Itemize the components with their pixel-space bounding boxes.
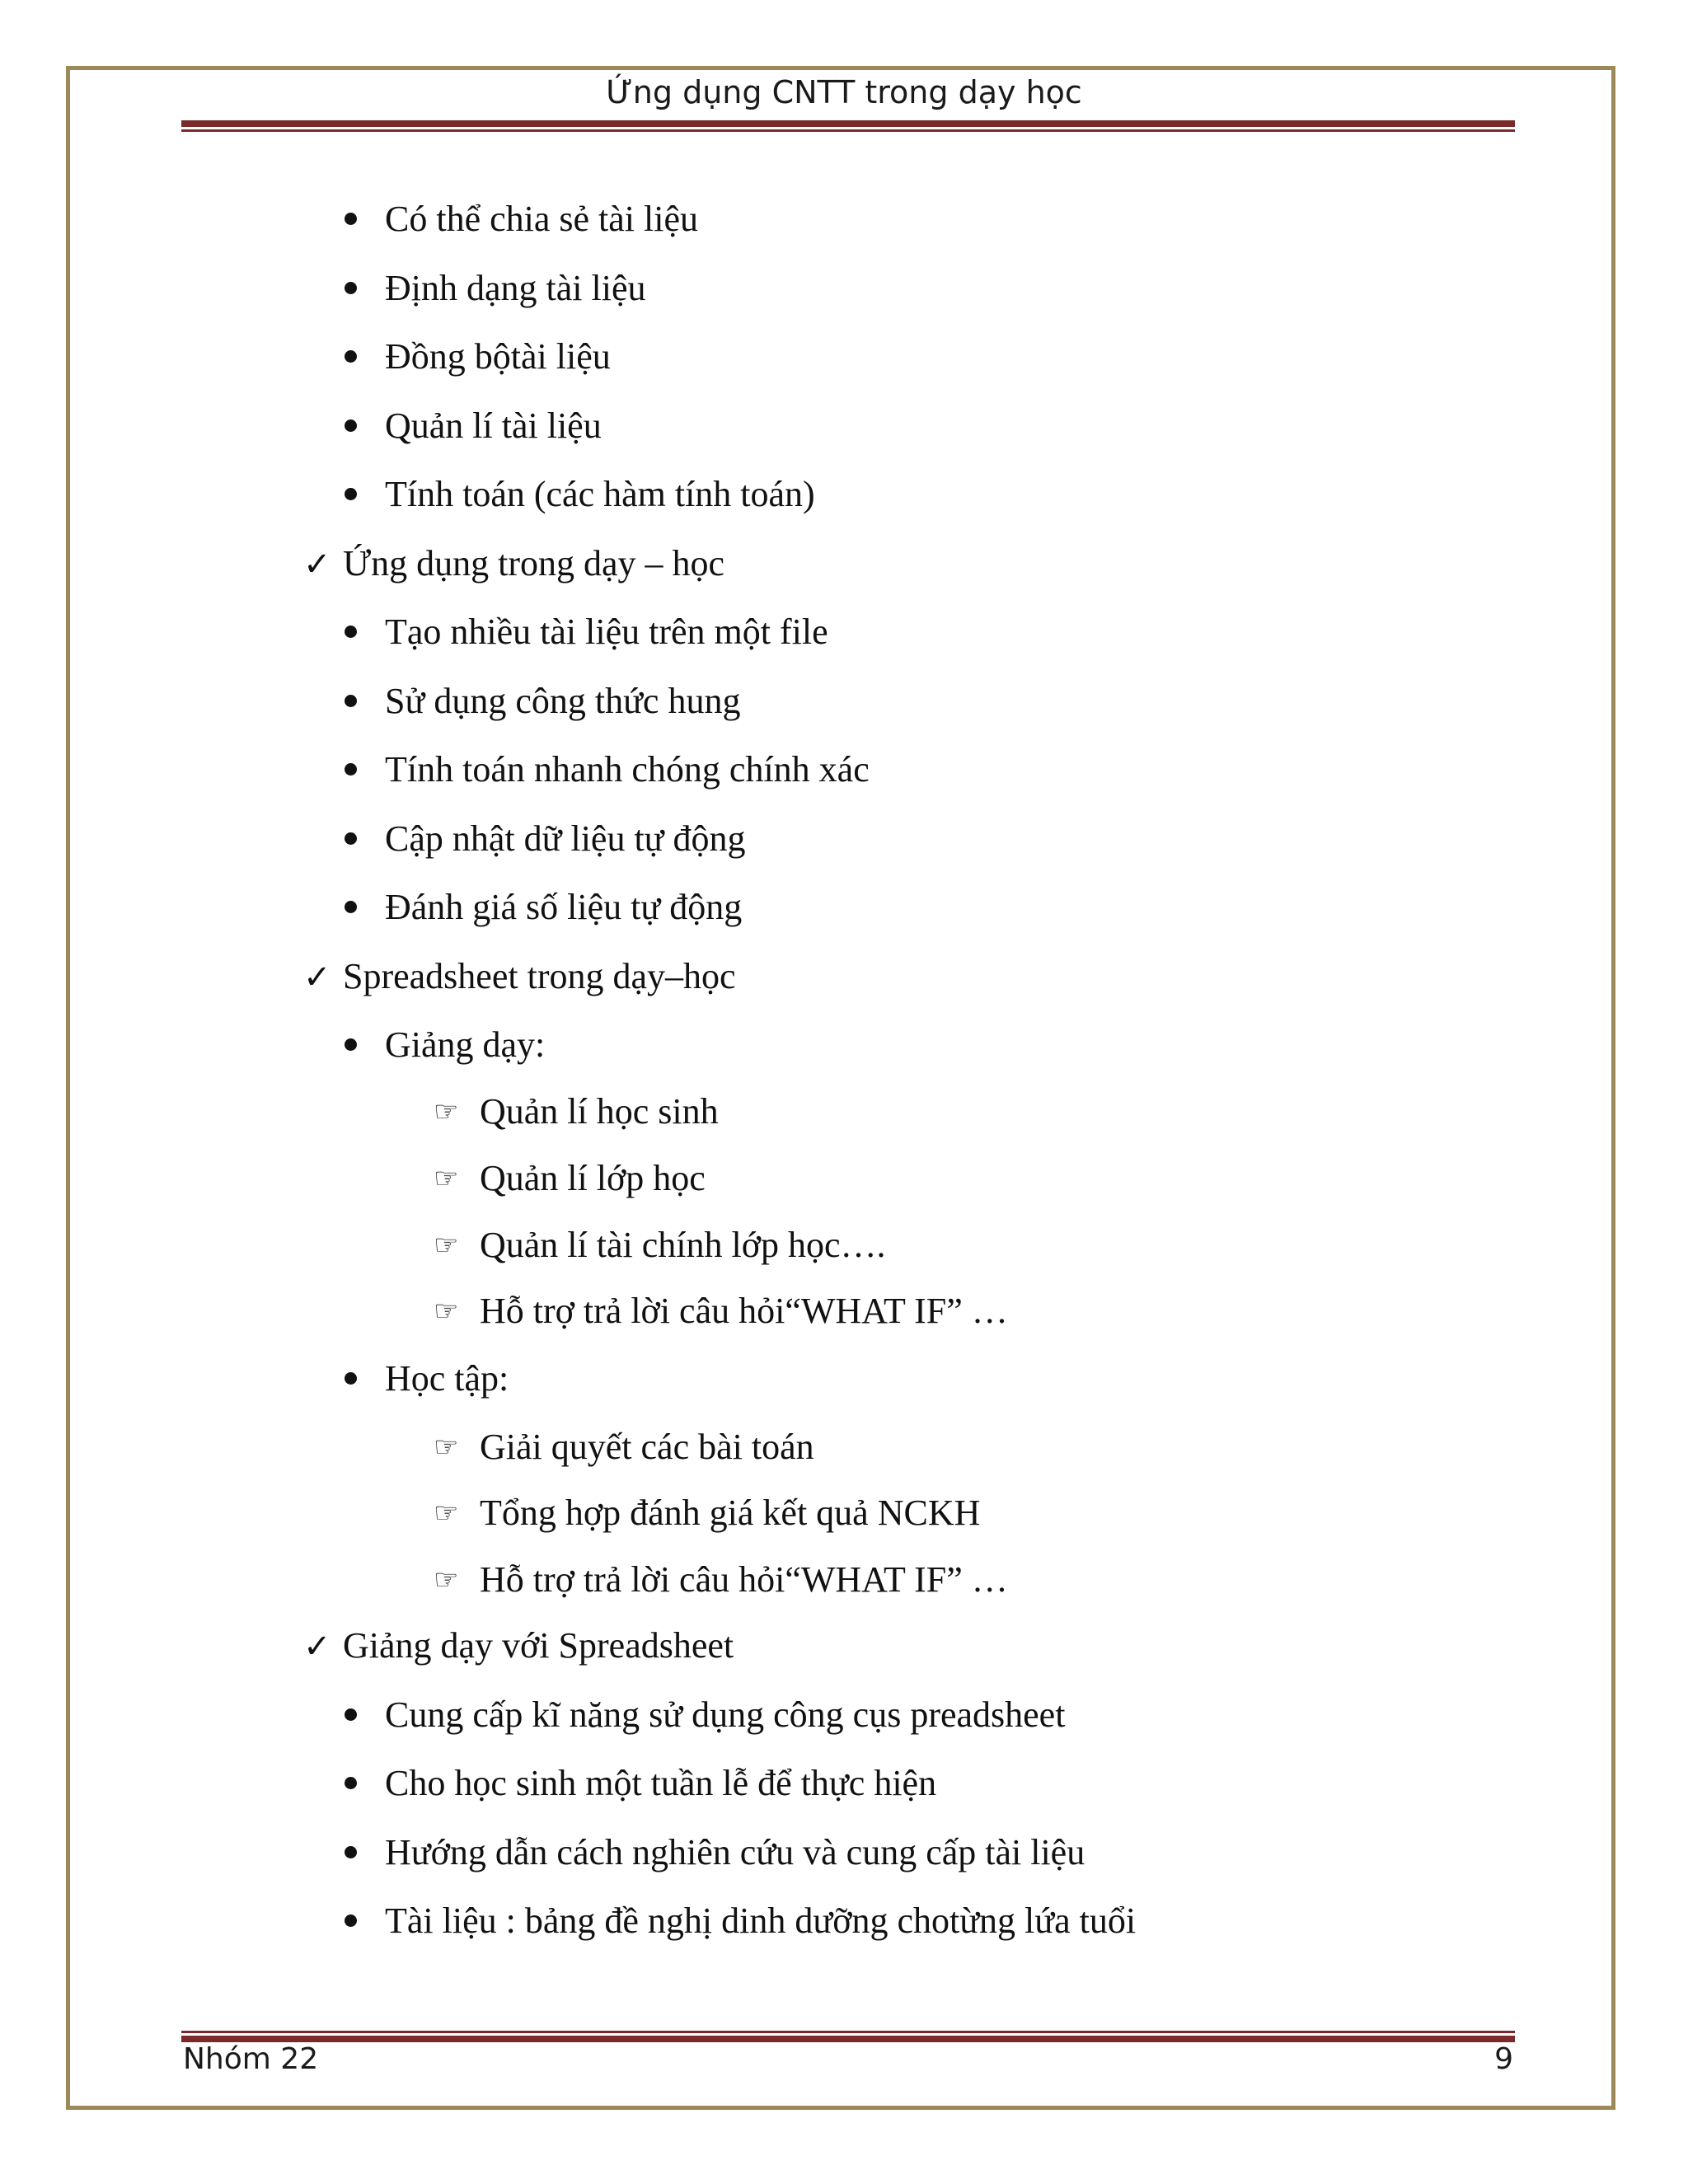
sub-list-item bbox=[434, 1290, 1008, 1335]
bullet-dot-icon bbox=[345, 488, 357, 500]
list-item bbox=[345, 680, 740, 723]
pointing-hand-icon: ☞ bbox=[434, 1497, 459, 1530]
pointing-hand-icon: ☞ bbox=[434, 1229, 459, 1262]
bullet-dot-icon bbox=[345, 282, 357, 294]
page-number: 9 bbox=[1494, 2042, 1513, 2076]
bullet-dot-icon bbox=[345, 350, 357, 363]
bullet-dot-icon bbox=[345, 1915, 357, 1927]
pointing-hand-icon: ☞ bbox=[434, 1095, 459, 1128]
list-item bbox=[345, 405, 602, 448]
bullet-dot-icon bbox=[345, 1372, 357, 1385]
list-item-text: Đồng bộtài liệu bbox=[385, 336, 611, 377]
list-item-text: Học tập: bbox=[385, 1358, 509, 1399]
list-item bbox=[345, 1357, 509, 1400]
sub-list-item bbox=[434, 1558, 1008, 1604]
bullet-dot-icon bbox=[345, 695, 357, 707]
list-item-text: Cung cấp kĩ năng sử dụng công cụs preadsheet bbox=[385, 1694, 1066, 1735]
sub-list-item bbox=[434, 1492, 980, 1537]
header-title: Ứng dụng CNTT trong dạy học bbox=[606, 74, 1082, 110]
sub-list-item bbox=[434, 1157, 706, 1202]
list-item-text: Tạo nhiều tài liệu trên một file bbox=[385, 612, 828, 652]
list-item bbox=[345, 198, 698, 241]
section-heading bbox=[303, 1624, 734, 1668]
sub-list-item bbox=[434, 1224, 886, 1269]
bullet-dot-icon bbox=[345, 213, 357, 225]
sub-list-item-text: Tổng hợp đánh giá kết quả NCKH bbox=[480, 1493, 981, 1533]
footer-rule bbox=[181, 2031, 1515, 2042]
list-item-text: Cập nhật dữ liệu tự động bbox=[385, 818, 746, 859]
checkmark-icon: ✓ bbox=[303, 546, 331, 583]
bullet-dot-icon bbox=[345, 1038, 357, 1051]
list-item-text: Hướng dẫn cách nghiên cứu và cung cấp tài liệu bbox=[385, 1832, 1085, 1872]
list-item bbox=[345, 335, 611, 378]
bullet-dot-icon bbox=[345, 901, 357, 913]
section-heading-text: Ứng dụng trong dạy – học bbox=[343, 543, 725, 583]
bullet-dot-icon bbox=[345, 763, 357, 776]
pointing-hand-icon: ☞ bbox=[434, 1431, 459, 1464]
sub-list-item bbox=[434, 1090, 719, 1136]
list-item bbox=[345, 1831, 1085, 1874]
list-item bbox=[345, 1694, 1065, 1736]
sub-list-item-text: Quản lí tài chính lớp học…. bbox=[480, 1225, 886, 1265]
list-item bbox=[345, 1024, 545, 1066]
list-item bbox=[345, 886, 742, 929]
sub-list-item-text: Quản lí lớp học bbox=[480, 1158, 706, 1198]
pointing-hand-icon: ☞ bbox=[434, 1563, 459, 1596]
section-heading-text: Spreadsheet trong dạy–học bbox=[343, 956, 736, 996]
list-item bbox=[345, 1762, 936, 1805]
sub-list-item-text: Quản lí học sinh bbox=[480, 1091, 719, 1132]
sub-list-item-text: Giải quyết các bài toán bbox=[480, 1427, 814, 1467]
section-heading bbox=[303, 955, 736, 999]
list-item-text: Cho học sinh một tuần lễ để thực hiện bbox=[385, 1763, 937, 1803]
list-item bbox=[345, 1900, 1136, 1943]
list-item bbox=[345, 748, 870, 791]
sub-list-item-text: Hỗ trợ trả lời câu hỏi“WHAT IF” … bbox=[480, 1291, 1008, 1331]
list-item-text: Giảng dạy: bbox=[385, 1024, 546, 1065]
list-item bbox=[345, 818, 746, 860]
section-heading-text: Giảng dạy với Spreadsheet bbox=[343, 1625, 734, 1666]
bullet-dot-icon bbox=[345, 419, 357, 432]
list-item-text: Tính toán nhanh chóng chính xác bbox=[385, 749, 870, 790]
list-item-text: Quản lí tài liệu bbox=[385, 405, 602, 446]
sub-list-item bbox=[434, 1426, 814, 1471]
section-heading bbox=[303, 542, 724, 586]
list-item-text: Sử dụng công thức hung bbox=[385, 681, 741, 721]
bullet-dot-icon bbox=[345, 1846, 357, 1858]
bullet-dot-icon bbox=[345, 1708, 357, 1721]
bullet-dot-icon bbox=[345, 832, 357, 845]
header-rule bbox=[181, 120, 1515, 132]
bullet-dot-icon bbox=[345, 1777, 357, 1789]
list-item bbox=[345, 267, 646, 310]
list-item-text: Tính toán (các hàm tính toán) bbox=[385, 474, 815, 514]
list-item bbox=[345, 611, 828, 654]
sub-list-item-text: Hỗ trợ trả lời câu hỏi“WHAT IF” … bbox=[480, 1559, 1008, 1600]
bullet-dot-icon bbox=[345, 626, 357, 638]
checkmark-icon: ✓ bbox=[303, 958, 331, 996]
list-item-text: Đánh giá số liệu tự động bbox=[385, 887, 743, 927]
checkmark-icon: ✓ bbox=[303, 1628, 331, 1666]
footer-group-name: Nhóm 22 bbox=[183, 2042, 319, 2076]
list-item-text: Tài liệu : bảng đề nghị dinh dưỡng chotừng lứa tuổi bbox=[385, 1900, 1137, 1941]
pointing-hand-icon: ☞ bbox=[434, 1295, 459, 1328]
pointing-hand-icon: ☞ bbox=[434, 1162, 459, 1195]
list-item bbox=[345, 473, 815, 516]
list-item-text: Định dạng tài liệu bbox=[385, 268, 646, 308]
list-item-text: Có thể chia sẻ tài liệu bbox=[385, 199, 698, 239]
